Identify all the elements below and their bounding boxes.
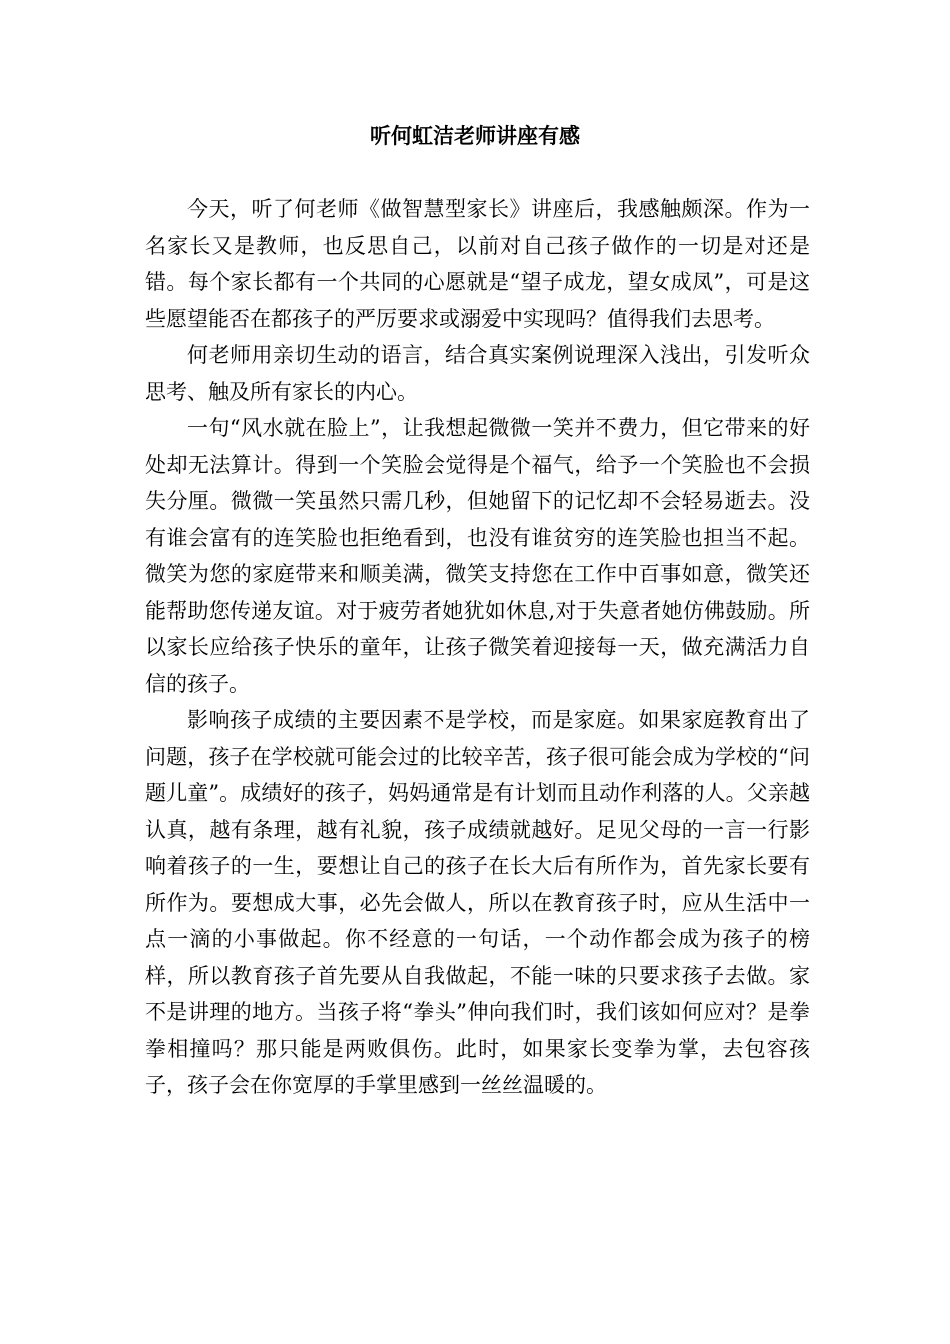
paragraph-smile: 一句“风水就在脸上”，让我想起微微一笑并不费力，但它带来的好处却无法算计。得到一个笑脸会觉得是个福气，给予一个笑脸也不会损失分厘。微微一笑虽然只需几秒，但她留下的记忆却不会轻易逝去。没有谁会富有的连笑脸也拒绝看到，也没有谁贫穷的连笑脸也担当不起。微笑为您的家庭带来和顺美满，微笑支持您在工作中百事如意，微笑还能帮助您传递友谊。对于疲劳者她犹如休息,对于失意者她仿佛鼓励。所以家长应给孩子快乐的童年，让孩子微笑着迎接每一天，做充满活力自信的孩子。 — [145, 416, 810, 696]
paragraph-family-education: 影响孩子成绩的主要因素不是学校，而是家庭。如果家庭教育出了问题，孩子在学校就可能会过的比较辛苦，孩子很可能会成为学校的“问题儿童”。成绩好的孩子，妈妈通常是有计划而且动作利落的人。父亲越认真，越有条理，越有礼貌，孩子成绩就越好。足见父母的一言一行影响着孩子的一生，要想让自己的孩子在长大后有所作为，首先家长要有所作为。要想成大事，必先会做人，所以在教育孩子时，应从生活中一点一滴的小事做起。你不经意的一句话，一个动作都会成为孩子的榜样，所以教育孩子首先要从自我做起，不能一味的只要求孩子去做。家不是讲理的地方。当孩子将“拳头”伸向我们时，我们该如何应对？是拳拳相撞吗？那只能是两败俱伤。此时，如果家长变拳为掌，去包容孩子，孩子会在你宽厚的手掌里感到一丝丝温暖的。 — [145, 708, 810, 1097]
document-body — [145, 191, 810, 1104]
paragraph-lecture-style: 何老师用亲切生动的语言，结合真实案例说理深入浅出，引发听众思考、触及所有家长的内心。 — [145, 343, 810, 404]
paragraph-intro: 今天，听了何老师《做智慧型家长》讲座后，我感触颇深。作为一名家长又是教师，也反思自己，以前对自己孩子做作的一切是对还是错。每个家长都有一个共同的心愿就是“望子成龙，望女成凤”，可是这些愿望能否在都孩子的严厉要求或溺爱中实现吗？值得我们去思考。 — [145, 197, 810, 331]
document-title: 听何虹洁老师讲座有感 — [370, 123, 580, 148]
